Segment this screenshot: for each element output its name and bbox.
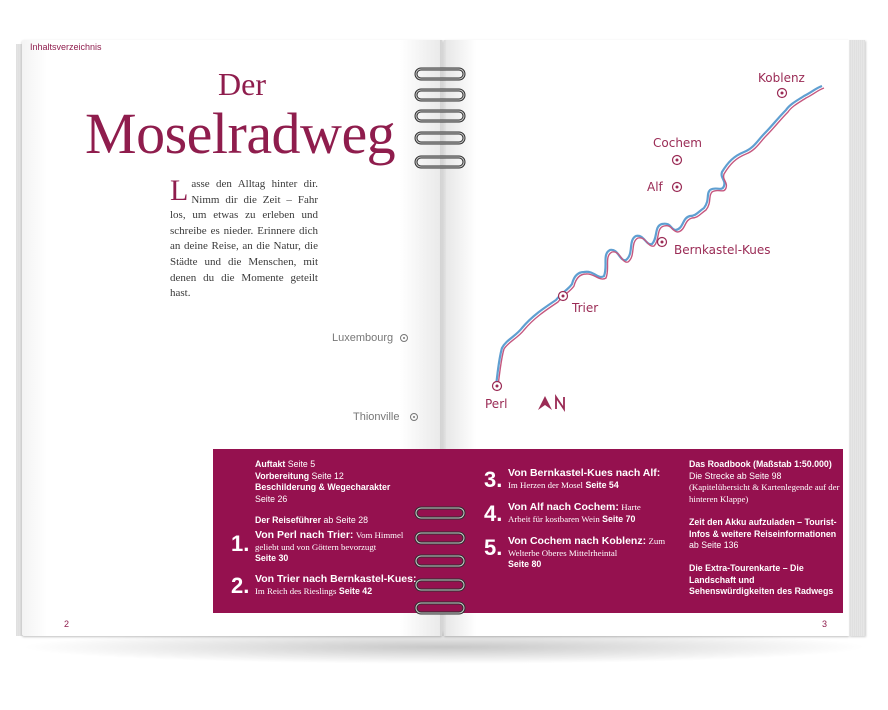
trier-marker-icon (559, 292, 568, 301)
spiral-ring-icon (414, 553, 466, 569)
spiral-ring-icon (414, 87, 466, 103)
route-2-number: 2. (231, 573, 250, 598)
toc-band (213, 449, 843, 613)
toc-route-3[interactable]: Von Bernkastel-Kues nach Alf: Im Herzen der Mosel Seite 54 (508, 467, 661, 490)
toc-beschilderung[interactable]: Beschilderung & Wegecharakter Seite 26 (255, 482, 391, 504)
toc-roadbook[interactable]: Das Roadbook (Maßstab 1:50.000) Die Strecke ab Seite 98 (Kapitelübersicht & Kartenlegende auf der hinteren Klappe) (689, 459, 840, 504)
drop-cap: L (170, 174, 189, 207)
route-1-number: 1. (231, 531, 250, 556)
toc-route-2[interactable]: Von Trier nach Bernkastel-Kues: Im Reich des Rieslings Seite 42 (255, 573, 417, 596)
perl-label: Perl (485, 397, 508, 411)
route-map (444, 40, 849, 440)
thionville-marker-icon (410, 413, 418, 421)
toc-route-4[interactable]: Von Alf nach Cochem: Harte Arbeit für kostbaren Wein Seite 70 (508, 501, 641, 524)
bernkastel-marker-icon (658, 238, 667, 247)
luxembourg-label: Luxembourg (332, 332, 394, 344)
spiral-ring-icon (414, 66, 466, 82)
alf-label: Alf (647, 180, 663, 194)
toc-basics (255, 459, 405, 527)
intro-text (170, 174, 318, 302)
toc-akku[interactable]: Zeit den Akku aufzuladen – Tourist-Infos & weitere Reiseinformationen ab Seite 136 (689, 517, 837, 550)
thionville-label: Thionville (353, 411, 400, 423)
toc-reisefuehrer[interactable]: Der Reiseführer ab Seite 28 (255, 515, 368, 525)
spiral-ring-icon (414, 108, 466, 124)
toc-auftakt[interactable]: Auftakt Seite 5 (255, 459, 316, 469)
koblenz-label: Koblenz (758, 71, 805, 85)
toc-extra-map[interactable]: Die Extra-Tourenkarte – Die Landschaft und Sehenswürdigkeiten des Radwegs (689, 563, 834, 596)
right-page-number: 3 (822, 619, 828, 629)
page-stack-right (849, 40, 865, 636)
koblenz-marker-icon (778, 89, 787, 98)
river-line (496, 86, 822, 386)
route-3-number: 3. (484, 467, 503, 492)
spiral-ring-icon (414, 505, 466, 521)
north-arrow-icon (538, 396, 564, 410)
left-page-number: 2 (64, 619, 70, 629)
alf-marker-icon (673, 183, 682, 192)
spiral-ring-icon (414, 600, 466, 616)
intro-body: asse den Alltag hinter dir. Nimm dir die Zeit – Fahr los, um etwas zu erleben und schreibe es nieder. Erinnere dich an deine Reise, an die Natur, die Städte und die Menschen, mit denen du die Momente geteilt hast. (170, 178, 318, 300)
trier-label: Trier (572, 301, 599, 315)
spiral-ring-icon (414, 530, 466, 546)
toc-vorbereitung[interactable]: Vorbereitung Seite 12 (255, 470, 344, 481)
luxembourg-marker-icon (400, 334, 408, 342)
section-label: Inhaltsverzeichnis (30, 42, 102, 52)
spiral-ring-icon (414, 154, 466, 170)
route-4-number: 4. (484, 501, 503, 526)
toc-route-1[interactable]: Von Perl nach Trier: Vom Himmel geliebt und von Göttern bevorzugt Seite 30 (255, 529, 404, 563)
spiral-ring-icon (414, 130, 466, 146)
bernkastel-label: Bernkastel-Kues (674, 243, 771, 257)
title-line-1: Der (218, 66, 266, 102)
title-line-2: Moselradweg (85, 101, 396, 166)
perl-marker-icon (493, 382, 502, 391)
toc-route-5[interactable]: Von Cochem nach Koblenz: Zum Welterbe Oberes Mittelrheintal Seite 80 (508, 535, 666, 569)
spiral-ring-icon (414, 577, 466, 593)
route-5-number: 5. (484, 535, 503, 560)
cochem-label: Cochem (653, 136, 702, 150)
cochem-marker-icon (673, 156, 682, 165)
